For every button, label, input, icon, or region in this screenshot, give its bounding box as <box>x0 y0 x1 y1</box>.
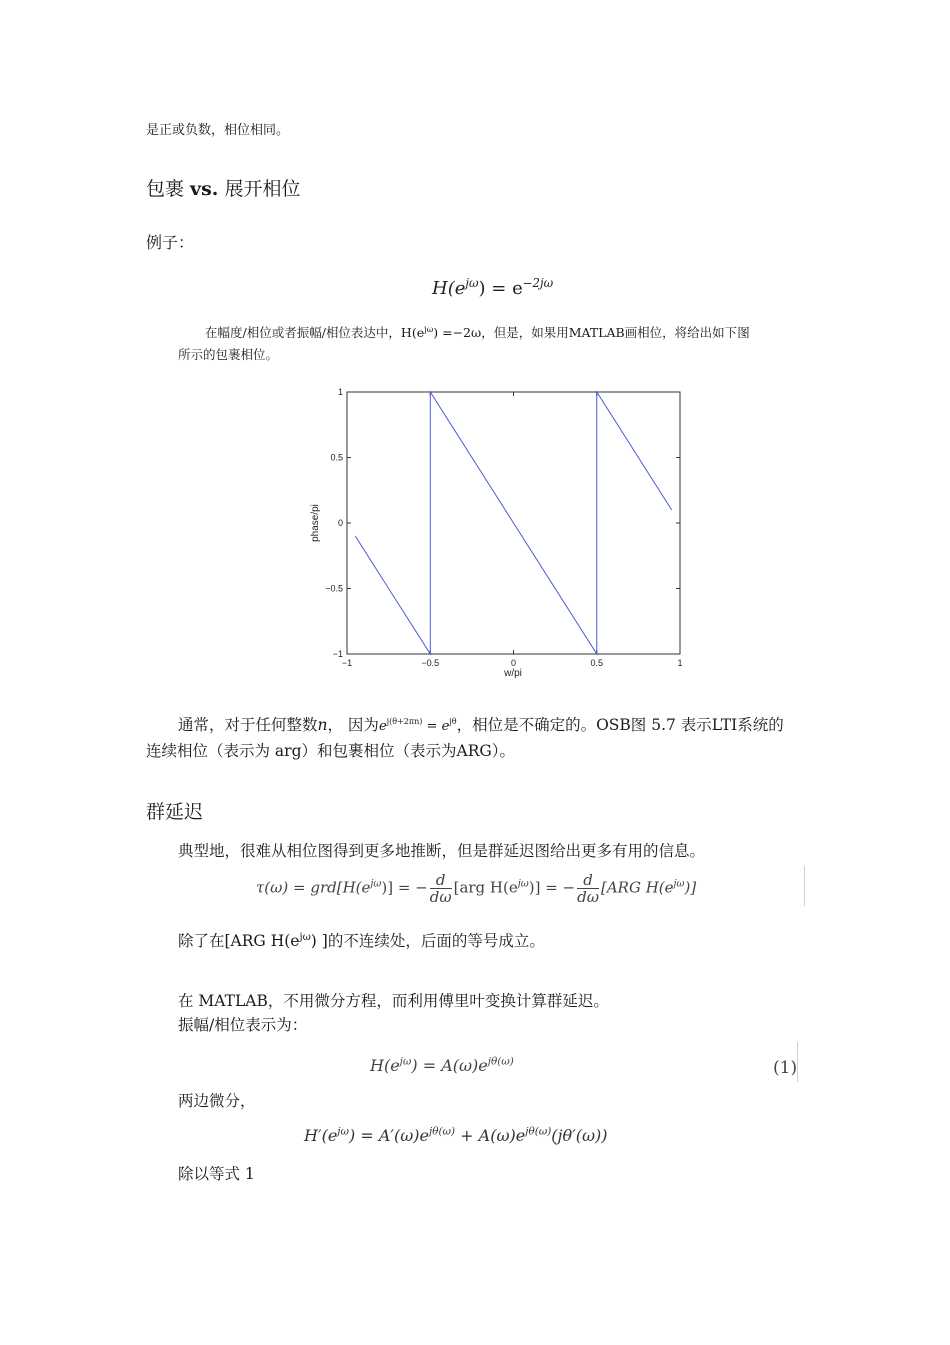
heading-suffix: 展开相位 <box>218 178 301 200</box>
eq-tau-sup2: jω <box>517 878 529 890</box>
x-axis-label: w/pi <box>504 668 522 679</box>
eq-tau-sup: jω <box>370 878 382 890</box>
x-tick-label: 0.5 <box>590 658 604 668</box>
eq1-sup2: jθ(ω) <box>487 1055 514 1068</box>
equation-group-delay <box>256 872 696 905</box>
paragraph-wrapped-line1 <box>205 323 750 343</box>
note-sup: jω <box>299 931 311 943</box>
paragraph-general-line1 <box>178 714 784 738</box>
eq2-c: + A(ω)e <box>455 1126 526 1145</box>
x-tick-label: 0 <box>510 658 517 668</box>
eq-eq: ) = e <box>478 278 523 299</box>
group-delay-paragraph: 典型地，很难从相位图得到更多地推断，但是群延迟图给出更多有用的信息。 <box>178 842 706 860</box>
eq-tau-mid3: )] = − <box>528 878 576 897</box>
frac-den-1: dω <box>429 888 452 906</box>
paragraph-wrapped-line2: 所示的包裹相位。 <box>178 347 279 362</box>
note-a: 除了在[ARG H(e <box>178 932 300 950</box>
eq2-b: ) = A′(ω)e <box>349 1126 430 1145</box>
eq-tau-mid2: [arg H(e <box>453 878 518 897</box>
para-line1-b: ) =−2ω，但是，如果用MATLAB画相位，将给出如下图 <box>433 325 750 340</box>
y-tick-label: 1 <box>337 387 343 397</box>
paragraph-general-line2: 连续相位（表示为 arg）和包裹相位（表示为ARG）。 <box>146 742 515 760</box>
matlab-line: 在 MATLAB，不用微分方程，而利用傅里叶变换计算群延迟。 <box>178 992 609 1010</box>
equation-1-margin-rule <box>797 1042 798 1082</box>
para-line1-a: 在幅度/相位或者振幅/相位表达中，H(e <box>205 325 425 340</box>
section-heading-group-delay: 群延迟 <box>146 801 204 823</box>
eq-lhs-sup: jω <box>465 276 479 290</box>
eq-tau-mid4: [ARG H(e <box>600 878 674 897</box>
eq-fraction-1 <box>430 872 452 905</box>
eq1-mid: ) = A(ω)e <box>411 1056 488 1075</box>
equation-1 <box>370 1056 514 1075</box>
x-tick-label: −1 <box>341 658 353 668</box>
eq-lhs: H(e <box>432 278 466 299</box>
eq-fraction-2 <box>577 872 599 905</box>
y-tick-label: 0 <box>337 518 343 528</box>
differentiate-line: 两边微分， <box>178 1092 256 1110</box>
x-tick-label: −0.5 <box>421 658 440 668</box>
general-text-a: 通常，对于任何整数 <box>178 716 318 734</box>
intro-line: 是正或负数，相位相同。 <box>146 123 290 138</box>
phase-line <box>355 392 671 654</box>
eq2-sup3: jθ(ω) <box>525 1125 552 1138</box>
y-tick-label: −1 <box>332 649 343 659</box>
example-label: 例子： <box>146 233 195 252</box>
eq2-d: (jθ′(ω)) <box>551 1126 608 1145</box>
equation-2 <box>304 1126 608 1145</box>
eq-tau-mid1: )] = − <box>381 878 428 897</box>
equation-margin-rule <box>804 866 805 906</box>
general-text-c: ，相位是不确定的。OSB图 5.7 表示LTI系统的 <box>456 716 784 734</box>
series-group <box>355 392 671 654</box>
eq2-a: H′(e <box>304 1126 338 1145</box>
section-heading-wrapped-phase <box>146 176 300 202</box>
equation-1-number: (1) <box>773 1058 798 1078</box>
frac-num-1: d <box>430 872 452 889</box>
general-e2-sup: jθ <box>449 716 457 726</box>
amplitude-phase-line: 振幅/相位表示为： <box>178 1016 308 1034</box>
wrapped-phase-chart <box>300 380 700 680</box>
general-e1-sup: j(θ+2πn) <box>386 716 423 726</box>
frac-den-2: dω <box>577 888 599 906</box>
heading-bold: vs. <box>190 178 219 200</box>
axis-ticks <box>325 387 682 668</box>
general-e1: e <box>378 719 387 734</box>
y-tick-label: 0.5 <box>330 452 343 463</box>
para-line1-sup: jω <box>424 323 434 334</box>
y-axis-label: phase/pi <box>310 504 321 542</box>
note-b: ) ]的不连续处，后面的等号成立。 <box>310 932 545 950</box>
eq1-sup: jω <box>399 1055 412 1068</box>
equation-h-exp <box>432 278 553 299</box>
frac-num-2: d <box>577 872 599 889</box>
y-tick-label: −0.5 <box>325 583 343 594</box>
eq-rhs-sup: −2jω <box>522 276 554 290</box>
eq2-sup2: jθ(ω) <box>429 1125 456 1138</box>
discontinuity-note <box>178 930 545 952</box>
general-e2: e <box>441 719 450 734</box>
heading-prefix: 包裹 <box>146 178 191 200</box>
eq-tau-sup3: jω <box>673 878 685 890</box>
general-n: n <box>317 716 328 734</box>
eq-tau-end: )] <box>684 878 697 897</box>
general-text-b: ， 因为 <box>327 716 379 734</box>
eq1-lhs: H(e <box>370 1056 400 1075</box>
eq-tau: τ(ω) = grd[H(e <box>256 878 371 897</box>
x-tick-label: 1 <box>677 658 683 668</box>
general-eq: = <box>422 719 442 734</box>
eq2-sup: jω <box>337 1125 349 1138</box>
divide-line: 除以等式 1 <box>178 1165 255 1183</box>
